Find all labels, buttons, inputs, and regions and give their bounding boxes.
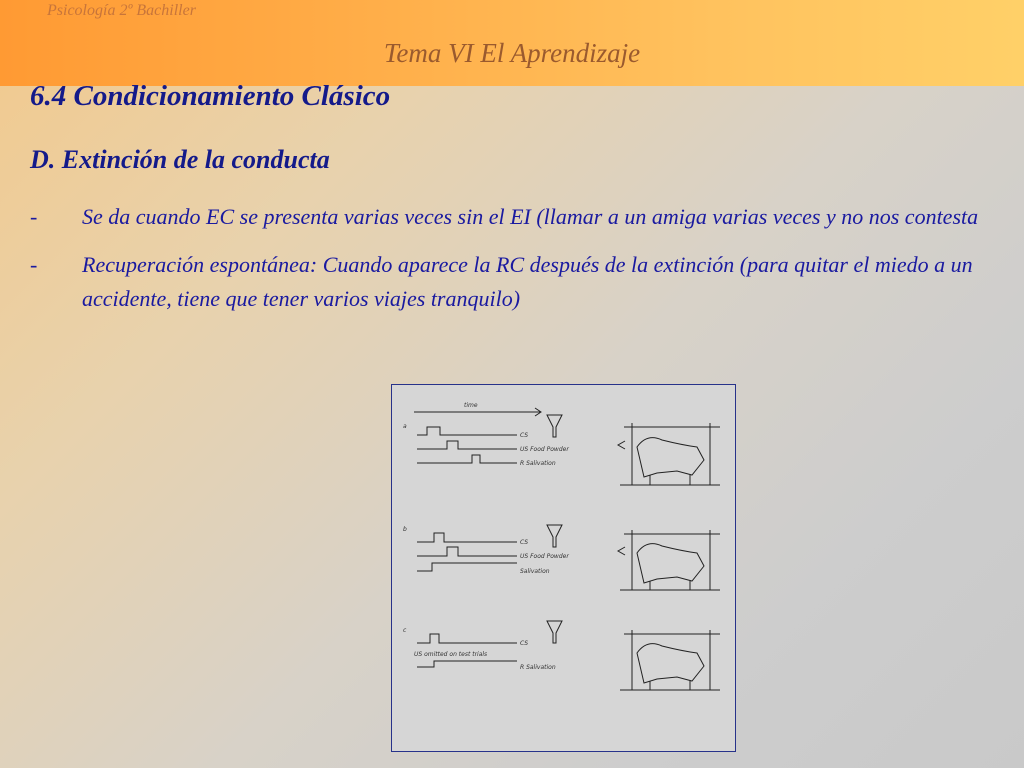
time-label: time — [464, 402, 478, 409]
panel-a-us: US Food Powder — [520, 446, 569, 453]
slide-header — [0, 0, 1024, 86]
bullet-dash: - — [30, 204, 38, 229]
bullet-list — [30, 200, 1005, 330]
bullet-item — [30, 200, 1005, 234]
section-title: 6.4 Condicionamiento Clásico — [30, 80, 391, 112]
bullet-text: Recuperación espontánea: Cuando aparece la RC después de la extinción (para quitar el miedo a un accidente, tiene que tener varios viajes tranquilo) — [82, 252, 973, 311]
bullet-dash: - — [30, 252, 38, 277]
panel-a-r: R Salivation — [520, 460, 556, 467]
course-label: Psicología 2º Bachiller — [47, 2, 196, 19]
panel-b-label: b — [403, 526, 407, 533]
topic-title: Tema VI El Aprendizaje — [383, 38, 641, 68]
bullet-item — [30, 248, 1005, 316]
bullet-text: Se da cuando EC se presenta varias veces sin el EI (llamar a un amiga varias veces y no nos contesta — [82, 204, 979, 229]
panel-b-r: Salivation — [520, 568, 550, 575]
panel-a-label: a — [403, 423, 407, 430]
conditioning-diagram — [391, 384, 736, 752]
panel-b-cs: CS — [520, 539, 529, 546]
diagram-svg — [392, 385, 734, 750]
panel-b-us: US Food Powder — [520, 553, 569, 560]
panel-c-cs: CS — [520, 640, 529, 647]
panel-c-label: c — [403, 627, 407, 634]
panel-c-r: R Salivation — [520, 664, 556, 671]
panel-a-cs: CS — [520, 432, 529, 439]
subsection-title: D. Extinción de la conducta — [30, 145, 330, 174]
panel-c-us: US omitted on test trials — [414, 651, 488, 658]
